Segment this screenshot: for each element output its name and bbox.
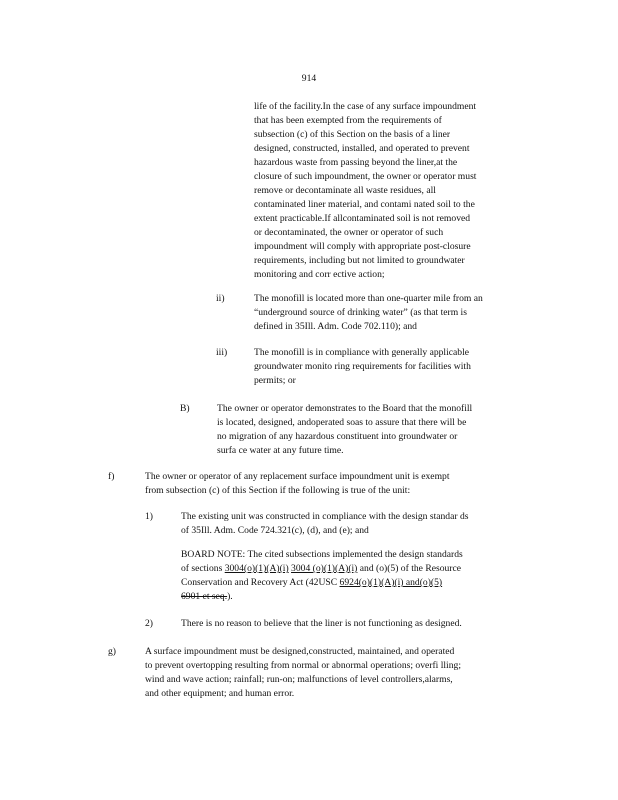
text-line: The monofill is in compliance with generally applicable xyxy=(254,347,469,358)
text-line: contaminated liner material, and contami nated soil to the xyxy=(254,199,475,210)
item-g-text xyxy=(145,645,529,701)
board-note-line xyxy=(181,576,529,590)
underlined-citation: 3004(o)(1)(A)(i) xyxy=(224,563,289,574)
item-label-g: g) xyxy=(108,646,116,657)
text-line: There is no reason to believe that the liner is not functioning as designed. xyxy=(181,618,462,629)
text-run: ). xyxy=(227,591,233,602)
struck-citation: 6901 et seq. xyxy=(181,591,228,602)
text-line: A surface impoundment must be designed,constructed, maintained, and operated xyxy=(145,646,455,657)
text-line: subsection (c) of this Section on the basis of a liner xyxy=(254,129,451,140)
item-iii-text xyxy=(254,346,540,388)
text-line: defined in 35Ill. Adm. Code 702.110); and xyxy=(254,321,417,332)
text-line: designed, constructed, installed, and operated to prevent xyxy=(254,143,470,154)
text-line: “underground source of drinking water” (as that term is xyxy=(254,307,467,318)
text-line: groundwater monito ring requirements for facilities with xyxy=(254,361,471,372)
item-label-ii: ii) xyxy=(216,293,225,304)
text-line: wind and wave action; rainfall; run-on; malfunctions of level controllers,alarms, xyxy=(145,674,453,685)
text-line: and other equipment; and human error. xyxy=(145,688,295,699)
board-note-line: BOARD NOTE: The cited subsections implemented the design standards xyxy=(181,549,463,560)
text-line: life of the facility.In the case of any surface impoundment xyxy=(254,101,477,112)
text-run: Conservation and Recovery Act (42USC xyxy=(181,577,340,588)
text-run: and (o)(5) of the Resource xyxy=(357,563,462,574)
text-line: The existing unit was constructed in compliance with the design standar ds xyxy=(181,511,469,522)
text-line: The monofill is located more than one-quarter mile from an xyxy=(254,293,483,304)
board-note-line xyxy=(181,590,529,604)
text-line: hazardous waste from passing beyond the liner,at the xyxy=(254,157,458,168)
text-line: no migration of any hazardous constituent into groundwater or xyxy=(217,431,458,442)
text-line: surfa ce water at any future time. xyxy=(217,445,344,456)
item-label-f2: 2) xyxy=(145,618,153,629)
text-line: to prevent overtopping resulting from normal or abnormal operations; overfi lling; xyxy=(145,660,461,671)
text-line: permits; or xyxy=(254,375,296,386)
item-label-B: B) xyxy=(180,403,190,414)
item-label-iii: iii) xyxy=(216,347,228,358)
text-run: of sections xyxy=(181,563,225,574)
text-line: that has been exempted from the requirements of xyxy=(254,115,442,126)
item-f-text xyxy=(145,470,525,498)
item-f1-text xyxy=(181,510,529,538)
text-line: monitoring and corr ective action; xyxy=(254,269,385,280)
item-B-text xyxy=(217,402,537,458)
text-line: closure of such impoundment, the owner or operator must xyxy=(254,171,477,182)
text-line: or decontaminated, the owner or operator of such xyxy=(254,227,444,238)
board-note-line xyxy=(181,562,529,576)
text-line: extent practicable.If allcontaminated soil is not removed xyxy=(254,213,471,224)
underlined-citation: 6924(o)(1)(A)(i) and(o)(5) xyxy=(339,577,443,588)
item-ii-text xyxy=(254,292,540,334)
text-line: impoundment will comply with appropriate post-closure xyxy=(254,241,471,252)
text-line: from subsection (c) of this Section if the following is true of the unit: xyxy=(145,485,411,496)
page-number: 914 xyxy=(301,73,317,84)
board-note xyxy=(181,548,529,604)
text-line: of 35Ill. Adm. Code 724.321(c), (d), and (e); and xyxy=(181,525,369,536)
text-line: requirements, including but not limited to groundwater xyxy=(254,255,465,266)
item-label-f: f) xyxy=(108,471,115,482)
continued-paragraph xyxy=(254,100,532,282)
underlined-citation: 3004 (o)(1)(A)(i) xyxy=(291,563,358,574)
text-line: The owner or operator of any replacement surface impoundment unit is exempt xyxy=(145,471,450,482)
text-line: remove or decontaminate all waste residues, all xyxy=(254,185,436,196)
item-label-f1: 1) xyxy=(145,511,153,522)
item-f2-text xyxy=(181,617,529,631)
text-line: is located, designed, andoperated soas to assure that there will be xyxy=(217,417,467,428)
text-line: The owner or operator demonstrates to the Board that the monofill xyxy=(217,403,473,414)
